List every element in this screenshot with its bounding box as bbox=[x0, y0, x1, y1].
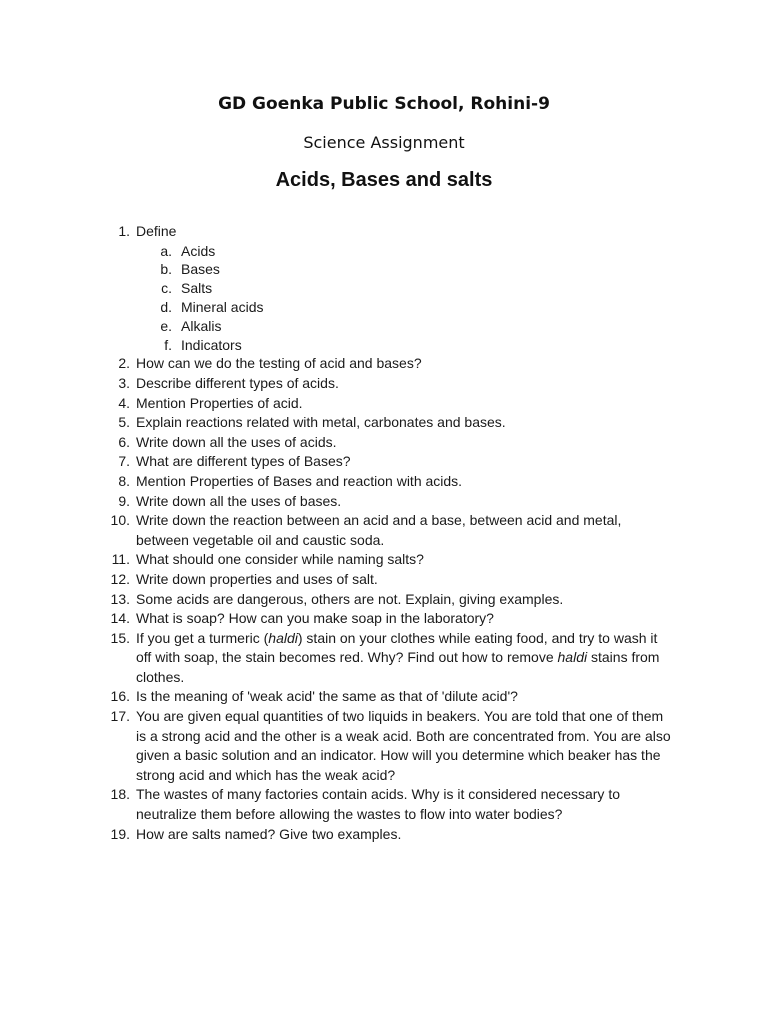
question-text: Write down properties and uses of salt. bbox=[136, 570, 378, 587]
question-number: 6. bbox=[118, 433, 130, 450]
subitem-letter: d. bbox=[160, 298, 172, 315]
question-text: Explain reactions related with metal, carbonates and bases. bbox=[136, 414, 506, 431]
subitem-letter: b. bbox=[160, 261, 172, 278]
question-text: Write down all the uses of bases. bbox=[136, 492, 342, 509]
question-number: 2. bbox=[118, 355, 130, 372]
subitem-letter: e. bbox=[160, 317, 172, 334]
subitem-letter: f. bbox=[164, 336, 172, 353]
question-emphasis: haldi bbox=[557, 649, 588, 666]
subitem-text: Salts bbox=[181, 280, 213, 297]
question-number: 1. bbox=[118, 223, 130, 239]
question-number: 18. bbox=[110, 786, 130, 803]
question-item bbox=[0, 472, 676, 492]
question-item bbox=[0, 707, 676, 785]
question-text: You are given equal quantities of two liquids in beakers. You are told that one of them is a strong acid and the other is a weak acid. Both are concentrated from. You are also given a basic solution and an indicator. How will you determine which beaker has the strong acid and which has the weak acid? bbox=[136, 708, 671, 783]
question-item bbox=[0, 492, 676, 512]
subitem-text: Bases bbox=[181, 261, 220, 278]
subitem-text: Indicators bbox=[181, 336, 242, 353]
question-item bbox=[0, 609, 676, 629]
question-text: Mention Properties of acid. bbox=[136, 394, 303, 411]
question-number: 7. bbox=[118, 453, 130, 470]
question-text: What are different types of Bases? bbox=[136, 453, 351, 470]
question-text: Write down the reaction between an acid and a base, between acid and metal, between vegetable oil and caustic soda. bbox=[136, 512, 622, 548]
question-number: 17. bbox=[110, 708, 130, 725]
question-text-part: ) stain on your clothes while eating food, and try to wash it off with soap, the stain becomes red. Why? Find out how to remove bbox=[136, 629, 658, 666]
question-number: 10. bbox=[110, 512, 130, 529]
question-text: Is the meaning of 'weak acid' the same as that of 'dilute acid'? bbox=[136, 688, 518, 705]
question-text: The wastes of many factories contain acids. Why is it considered necessary to neutralize them before allowing the wastes to flow into water bodies? bbox=[136, 786, 620, 823]
question-item bbox=[0, 570, 676, 590]
question-number: 19. bbox=[110, 825, 130, 842]
question-number: 14. bbox=[110, 610, 130, 627]
question-emphasis: haldi bbox=[268, 629, 298, 646]
question-item bbox=[0, 222, 676, 242]
question-item bbox=[0, 590, 676, 610]
question-number: 4. bbox=[118, 394, 130, 411]
question-item bbox=[0, 687, 676, 707]
question-number: 9. bbox=[118, 492, 130, 509]
question-text: How can we do the testing of acid and bases? bbox=[136, 355, 422, 372]
subitem-text: Acids bbox=[181, 242, 216, 259]
subitem-letter: a. bbox=[160, 242, 172, 259]
question-text-part: If you get a turmeric ( bbox=[136, 629, 269, 646]
define-subitem bbox=[0, 279, 768, 298]
question-text: Define bbox=[136, 223, 177, 239]
subitem-text: Alkalis bbox=[181, 317, 222, 334]
question-number: 11. bbox=[111, 551, 130, 568]
school-name: GD Goenka Public School, Rohini-9 bbox=[218, 94, 550, 114]
question-item bbox=[0, 452, 676, 472]
question-text: What is soap? How can you make soap in the laboratory? bbox=[136, 610, 494, 627]
question-number: 8. bbox=[118, 472, 130, 489]
define-subitem bbox=[0, 298, 768, 317]
assignment-subject: Science Assignment bbox=[303, 133, 465, 152]
question-text: What should one consider while naming salts? bbox=[136, 551, 424, 568]
define-subitem bbox=[0, 336, 768, 355]
question-text: Mention Properties of Bases and reaction with acids. bbox=[136, 472, 463, 489]
question-item bbox=[0, 433, 676, 453]
question-item bbox=[0, 394, 676, 414]
question-list bbox=[0, 222, 768, 844]
question-text: Describe different types of acids. bbox=[136, 374, 339, 391]
question-item bbox=[0, 785, 676, 824]
question-item bbox=[0, 354, 676, 374]
question-item bbox=[0, 629, 676, 688]
question-number: 12. bbox=[110, 570, 130, 587]
define-subitem bbox=[0, 242, 768, 261]
question-number: 3. bbox=[118, 374, 130, 391]
question-number: 16. bbox=[110, 688, 130, 705]
question-text-part: stains from clothes. bbox=[136, 649, 660, 685]
question-number: 15. bbox=[110, 629, 130, 646]
question-text: Some acids are dangerous, others are not. Explain, giving examples. bbox=[136, 590, 564, 607]
question-item bbox=[0, 413, 676, 433]
question-number: 13. bbox=[110, 590, 130, 607]
question-text: How are salts named? Give two examples. bbox=[136, 825, 402, 842]
subitem-text: Mineral acids bbox=[181, 298, 264, 315]
subitem-letter: c. bbox=[161, 280, 172, 297]
question-number: 5. bbox=[118, 414, 130, 431]
define-subitem bbox=[0, 317, 768, 336]
question-item bbox=[0, 511, 676, 550]
question-item bbox=[0, 825, 676, 845]
assignment-topic: Acids, Bases and salts bbox=[275, 169, 493, 191]
question-item bbox=[0, 374, 676, 394]
question-item bbox=[0, 550, 676, 570]
define-subitem bbox=[0, 260, 768, 279]
question-text: Write down all the uses of acids. bbox=[136, 433, 337, 450]
